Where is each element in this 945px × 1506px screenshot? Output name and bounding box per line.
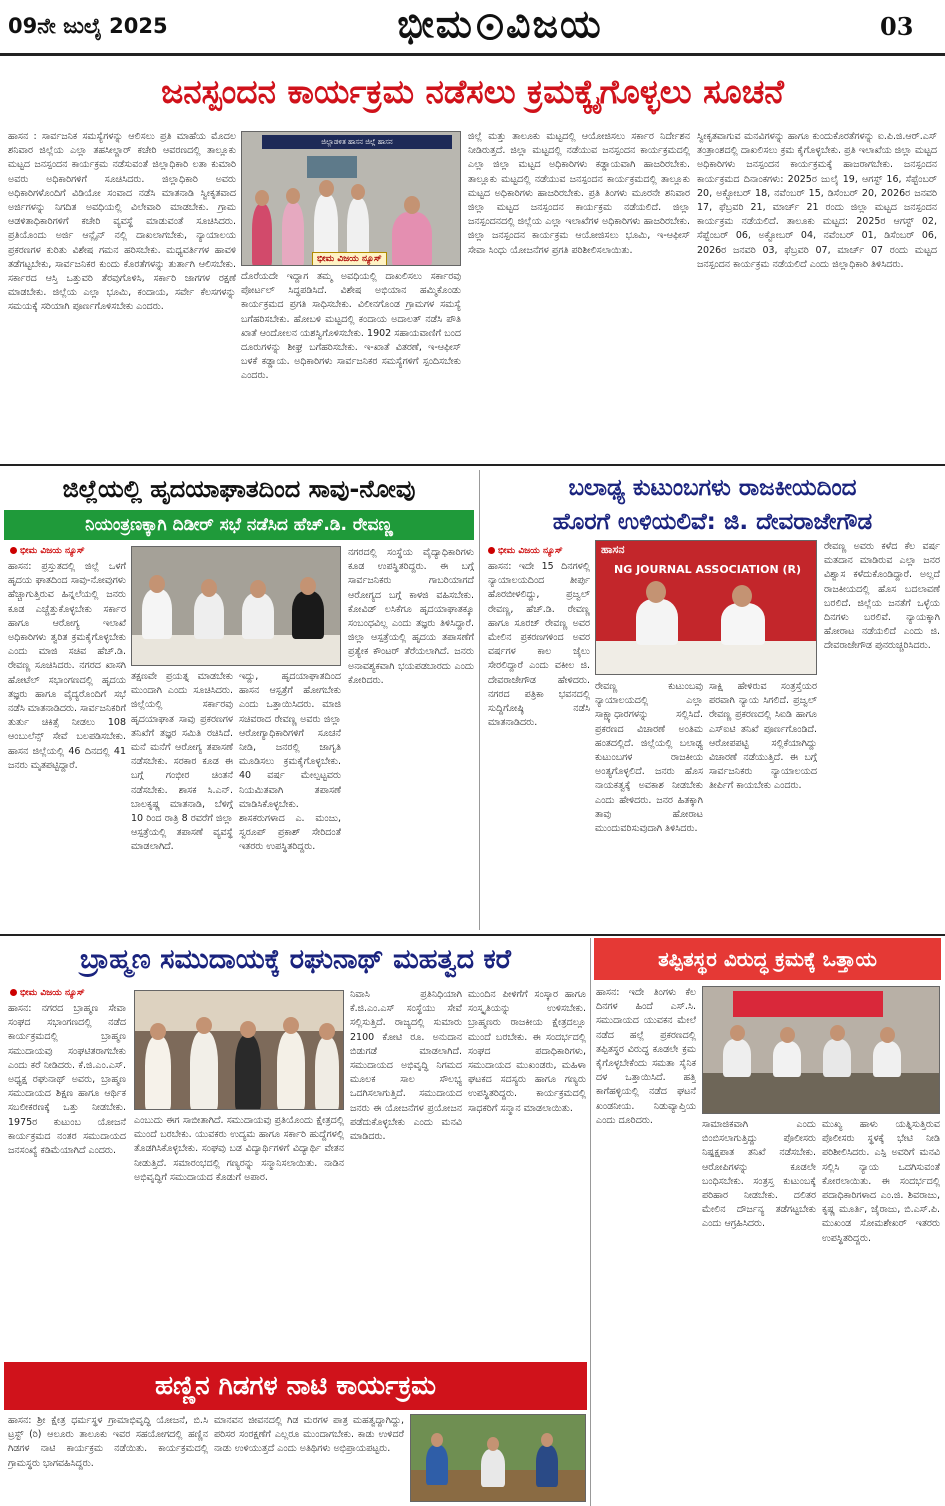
- story3-photo-banner: ಹಾಸನ: [601, 543, 625, 556]
- person-head: [404, 196, 420, 214]
- story2-subhead: ನಿಯಂತ್ರಣಕ್ಕಾಗಿ ದಿಡೀರ್ ಸಭೆ ನಡೆಸಿದ ಹೆಚ್.ಡಿ. ರೇವಣ್ಣ: [4, 510, 474, 540]
- story3-byline: [488, 546, 563, 556]
- story1-photo-banner-text: ಜಿಲ್ಲಾಡಳಿತ ಹಾಸನ ಜಿಲ್ಲೆ ಹಾಸನ: [321, 138, 393, 146]
- story3-photo-sign: NG JOURNAL ASSOCIATION (R): [614, 563, 802, 576]
- person-head: [240, 1021, 256, 1038]
- person-head: [300, 577, 316, 595]
- story2-column-1: ಹಾಸನ: ಪ್ರಸ್ತುತದಲ್ಲಿ ಜಿಲ್ಲೆ ಒಳಗೆ ಹೃದಯ ಘಾತದಿಂದ ಸಾವು-ನೋವುಗಳು ಹೆಚ್ಚಾಗುತ್ತಿರುವ ಹಿನ್ನಲೆಯಲ್ಲಿ ಜನರು ಕೂಡ ಎಚ್ಚೆತ್ತುಕೊಳ್ಳಬೇಕು ಸರ್ಕಾರ ಹಾಗೂ ಆರೋಗ್ಯ ಇಲಾಖೆ ಅಧಿಕಾರಿಗಳು ತ್ವರಿತ ಕ್ರಮಕೈಗೊಳ್ಳಬೇಕು ಎಂದು ಮಾಜಿ ಸಚಿವ ಹೆಚ್.ಡಿ. ರೇವಣ್ಣ ಸೂಚಿಸಿದರು. ನಗರದ ಖಾಸಗಿ ಹೋಟೆಲ್ ಸಭಾಂಗಣದಲ್ಲಿ ಹೃದಯ ತಜ್ಞರು ಹಾಗೂ ವೈದ್ಯರೊಂದಿಗೆ ಸಭೆ ನಡೆಸಿ ಮಾತನಾಡಿದರು. ಸಾರ್ವಜನಿಕರಿಗೆ ತುರ್ತು ಚಿಕಿತ್ಸೆ ನೀಡಲು 108 ಆಂಬುಲೆನ್ಸ್ ಸೇವೆ ಬಲಪಡಿಸಬೇಕು. ಹಾಸನ ಜಿಲ್ಲೆಯಲ್ಲಿ 46 ದಿನದಲ್ಲಿ 41 ಜನರು ಮೃತಪಟ್ಟಿದ್ದಾರೆ.: [8, 561, 126, 771]
- person: [481, 1449, 505, 1487]
- page-number: 03: [880, 12, 914, 41]
- story5-column-2: ಸಾಮಾಜಿಕವಾಗಿ ಎಂದು ಬಿಂಬಿಸಲಾಗುತ್ತಿದ್ದು ಪೊಲೀಸರು ನಿಷ್ಪಕ್ಷಪಾತ ತನಿಖೆ ನಡೆಸಬೇಕು. ಆರೋಪಿಗಳನ್ನು ಕೂಡಲೇ ಬಂಧಿಸಬೇಕು. ಸಂತ್ರಸ್ತ ಕುಟುಂಬಕ್ಕೆ ಪರಿಹಾರ ನೀಡಬೇಕು. ದಲಿತರ ಮೇಲಿನ ದೌರ್ಜನ್ಯ ತಡೆಗಟ್ಟಬೇಕು ಎಂದು ಆಗ್ರಹಿಸಿದರು.: [702, 1119, 816, 1230]
- person-head: [730, 1025, 745, 1041]
- person: [252, 204, 272, 266]
- story4-column-1: ಹಾಸನ: ನಗರದ ಬ್ರಾಹ್ಮಣ ಸೇವಾ ಸಂಘದ ಸಭಾಂಗಣದಲ್ಲಿ ನಡೆದ ಕಾರ್ಯಕ್ರಮದಲ್ಲಿ ಬ್ರಾಹ್ಮಣ ಸಮುದಾಯವು ಸಂಘಟಿತರಾಗಬೇಕು ಎಂದು ಕರೆ ನೀಡಿದರು. ಕೆ.ಜಿ.ಎಂ.ಎಸ್. ಅಧ್ಯಕ್ಷ ರಘುನಾಥ್ ಅವರು, ಬ್ರಾಹ್ಮಣ ಸಮುದಾಯದ ಶಿಕ್ಷಣ ಹಾಗೂ ಆರ್ಥಿಕ ಸಬಲೀಕರಣಕ್ಕೆ ಒತ್ತು ನೀಡಬೇಕು. 1975ರ ಕುಟುಂಬ ಯೋಜನೆ ಕಾರ್ಯಕ್ರಮದ ನಂತರ ಸಮುದಾಯದ ಜನಸಂಖ್ಯೆ ಕಡಿಮೆಯಾಗಿದೆ ಎಂದರು.: [8, 1003, 126, 1157]
- bullet-icon: [488, 547, 495, 554]
- story3-column-4: ರೇವಣ್ಣ ಅವರು ಕಳೆದ ಕೆಲ ವರ್ಷ ಮತದಾನ ಮಾಡಿರುವ ಎಲ್ಲಾ ಜನರ ವಿಶ್ವಾಸ ಕಳೆದುಕೊಂಡಿದ್ದಾರೆ. ಅಲ್ಲದೆ ರಾಜಕೀಯದಲ್ಲಿ ಹೊಸ ಬದಲಾವಣೆ ಬರಲಿದೆ. ಜಿಲ್ಲೆಯ ಜನತೆಗೆ ಒಳ್ಳೆಯ ದಿನಗಳು ಬರಲಿವೆ. ನ್ಯಾಯಕ್ಕಾಗಿ ಹೋರಾಟ ನಡೆಯಲಿದೆ ಎಂದು ಜಿ. ದೇವರಾಜೇಗೌಡ ಪುನರುಚ್ಚರಿಸಿದರು.: [824, 541, 940, 652]
- person: [194, 592, 224, 639]
- story4-headline: ಬ್ರಾಹ್ಮಣ ಸಮುದಾಯಕ್ಕೆ ರಘುನಾಥ್ ಮಹತ್ವದ ಕರೆ: [80, 944, 511, 975]
- story3-column-2: ರೇವಣ್ಣ ಕುಟುಂಬವು ನ್ಯಾಯಾಲಯದಲ್ಲಿ ಎಲ್ಲಾ ಸಾಕ್ಷ್ಯಾಧಾರಗಳನ್ನು ಸಲ್ಲಿಸಿದೆ. ಪ್ರಕರಣದ ವಿಚಾರಣೆ ಅಂತಿಮ ಹಂತದಲ್ಲಿದೆ. ಜಿಲ್ಲೆಯಲ್ಲಿ ಬಲಾಢ್ಯ ಕುಟುಂಬಗಳ ರಾಜಕೀಯ ಅಂತ್ಯಗೊಳ್ಳಲಿದೆ. ಜನರು ಹೊಸ ನಾಯಕತ್ವಕ್ಕೆ ಅವಕಾಶ ನೀಡಬೇಕು ಎಂದು ಹೇಳಿದರು. ಜನರ ಹಿತಕ್ಕಾಗಿ ತಾವು ಹೋರಾಟ ಮುಂದುವರಿಸುವುದಾಗಿ ತಿಳಿಸಿದರು.: [595, 681, 703, 835]
- story1-photo-caption: ಭೀಮ ವಿಜಯ ನ್ಯೂಸ್: [312, 252, 387, 266]
- person-head: [196, 1017, 212, 1034]
- newspaper-title-part1: ಭೀಮ: [397, 2, 474, 46]
- story3-photo: [595, 540, 817, 675]
- person-head: [149, 575, 165, 593]
- banner: [733, 991, 883, 1017]
- story5-column-3: ಮುಖ್ಯ ಹಾಳು ಯತ್ನಿಸುತ್ತಿರುವ ಪೊಲೀಸರು ಸ್ಥಳಕ್ಕೆ ಭೇಟಿ ನೀಡಿ ಪರಿಶೀಲಿಸಿದರು. ಎಸ್ಪಿ ಅವರಿಗೆ ಮನವಿ ಸಲ್ಲಿಸಿ ನ್ಯಾಯ ಒದಗಿಸುವಂತೆ ಕೋರಲಾಯಿತು. ಈ ಸಂದರ್ಭದಲ್ಲಿ ಪದಾಧಿಕಾರಿಗಳಾದ ಎಂ.ಜಿ. ಶಿವರಾಜು, ಕೃಷ್ಣ ಮೂರ್ತಿ, ಜೈರಾಜು, ಬಿ.ಎಸ್.ಪಿ. ಮುಖಂಡ ಸೋಮಶೇಖರ್ ಇತರರು ಉಪಸ್ಥಿತರಿದ್ದರು.: [822, 1119, 940, 1244]
- person: [426, 1445, 448, 1485]
- person: [277, 1031, 305, 1110]
- story6-photo: [410, 1414, 586, 1502]
- story6-column-1: ಹಾಸನ: ಶ್ರೀ ಕ್ಷೇತ್ರ ಧರ್ಮಸ್ಥಳ ಗ್ರಾಮಾಭಿವೃದ್ಧಿ ಯೋಜನೆ, ಬಿ.ಸಿ ಟ್ರಸ್ಟ್ (ರಿ) ಆಲೂರು ತಾಲೂಕು ಇವರ ಸಹಯೋಗದಲ್ಲಿ ಹಣ್ಣಿನ ಗಿಡಗಳ ನಾಟಿ ಕಾರ್ಯಕ್ರಮ ನಡೆಯಿತು. ಕಾರ್ಯಕ್ರಮದಲ್ಲಿ ಗ್ರಾಮಸ್ಥರು ಭಾಗವಹಿಸಿದ್ದರು.: [8, 1415, 208, 1469]
- story2-photo: [131, 546, 341, 666]
- person: [723, 1039, 751, 1077]
- story2-column-3: ಇದ್ದು, ಹೃದಯಾಘಾತದಿಂದ ಹಾಸನ ಆಸ್ಪತ್ರೆಗೆ ಹೋಗಬೇಕು ಎಂದು ಒತ್ತಾಯಿಸಿದರು. ಮಾಜಿ ಸಚಿವರಾದ ರೇವಣ್ಣ ಅವರು ಜಿಲ್ಲಾ ಆರೋಗ್ಯಾಧಿಕಾರಿಗಳಿಗೆ ಸೂಚನೆ ನೀಡಿ, ಜನರಲ್ಲಿ ಜಾಗೃತಿ ಮೂಡಿಸಲು ಕ್ರಮಕೈಗೊಳ್ಳಬೇಕು. 40 ವರ್ಷ ಮೇಲ್ಪಟ್ಟವರು ನಿಯಮಿತವಾಗಿ ತಪಾಸಣೆ ಮಾಡಿಸಿಕೊಳ್ಳಬೇಕು. ಶಾಸಕರುಗಳಾದ ಎ. ಮಂಜು, ಸ್ವರೂಪ್ ಪ್ರಕಾಶ್ ಸೇರಿದಂತೆ ಇತರರು ಉಪಸ್ಥಿತರಿದ್ದರು.: [239, 671, 341, 853]
- story3-byline-text: ಭೀಮ ವಿಜಯ ನ್ಯೂಸ್: [498, 546, 563, 556]
- person: [282, 202, 304, 266]
- person-head: [880, 1027, 895, 1043]
- person-head: [732, 585, 752, 607]
- newspaper-title: [360, 2, 640, 47]
- person: [145, 1036, 171, 1110]
- person-head: [830, 1025, 845, 1041]
- story6-headline: ಹಣ್ಣಿನ ಗಿಡಗಳ ನಾಟಿ ಕಾರ್ಯಕ್ರಮ: [4, 1362, 587, 1410]
- person-head: [319, 180, 334, 197]
- person-head: [255, 190, 269, 206]
- story4-column-4: ಮುಂದಿನ ಪೀಳಿಗೆಗೆ ಸಂಸ್ಕಾರ ಹಾಗೂ ಸಂಸ್ಕೃತಿಯನ್ನು ಉಳಿಸಬೇಕು. ಬ್ರಾಹ್ಮಣರು ರಾಜಕೀಯ ಕ್ಷೇತ್ರದಲ್ಲೂ ಮುಂದೆ ಬರಬೇಕು. ಈ ಸಂದರ್ಭದಲ್ಲಿ ಸಂಘದ ಪದಾಧಿಕಾರಿಗಳು, ಸಮುದಾಯದ ಮುಖಂಡರು, ಮಹಿಳಾ ಘಟಕದ ಸದಸ್ಯರು ಹಾಗೂ ಗಣ್ಯರು ಉಪಸ್ಥಿತರಿದ್ದರು. ಕಾರ್ಯಕ್ರಮದಲ್ಲಿ ಸಾಧಕರಿಗೆ ಸನ್ಮಾನ ಮಾಡಲಾಯಿತು.: [468, 989, 586, 1114]
- divider: [0, 934, 945, 936]
- person: [142, 589, 172, 639]
- person: [873, 1041, 901, 1077]
- story2-headline: ಜಿಲ್ಲೆಯಲ್ಲಿ ಹೃದಯಾಘಾತದಿಂದ ಸಾವು-ನೋವು: [62, 475, 416, 503]
- story1-column-2: ದೊರೆಯದೇ ಇದ್ದಾಗ ತಮ್ಮ ಅವಧಿಯಲ್ಲಿ ದಾಖಲಿಸಲು ಸರ್ಕಾರವು ಪೋರ್ಟಲ್ ಸಿದ್ಧಪಡಿಸಿದೆ. ವಿಶೇಷ ಅಭಿಯಾನ ಹಮ್ಮಿಕೊಂಡು ಕಾರ್ಯಕ್ರಮದ ಪ್ರಗತಿ ಸಾಧಿಸಬೇಕು. ವಿಲೀನಗೊಂಡ ಗ್ರಾಮಗಳ ಸಮಸ್ಯೆ ಬಗೆಹರಿಸಬೇಕು. ಹೋಬಳಿ ಮಟ್ಟದಲ್ಲಿ ಕಂದಾಯ ಅದಾಲತ್ ನಡೆಸಿ ಪೌತಿ ಖಾತೆ ಆಂದೋಲನ ಯಶಸ್ವಿಗೊಳಿಸಬೇಕು. 1902 ಸಹಾಯವಾಣಿಗೆ ಬಂದ ದೂರುಗಳನ್ನು ಶೀಘ್ರ ಬಗೆಹರಿಸಬೇಕು. ಇ-ಖಾತೆ ವಿತರಣೆ, ಇ-ಆಫೀಸ್ ಬಳಕೆ ಕಡ್ಡಾಯ. ಅಧಿಕಾರಿಗಳು ಸಾರ್ವಜನಿಕರ ಸಮಸ್ಯೆಗಳಿಗೆ ಸ್ಪಂದಿಸಬೇಕು ಎಂದರು.: [241, 271, 461, 382]
- person: [721, 603, 765, 645]
- person-head: [150, 1023, 166, 1040]
- story3-column-3: ಸಾಕ್ಷಿ ಹೇಳಿರುವ ಸಂತ್ರಸ್ತೆಯರ ಪರವಾಗಿ ನ್ಯಾಯ ಸಿಗಲಿದೆ. ಪ್ರಜ್ವಲ್ ರೇವಣ್ಣ ಪ್ರಕರಣದಲ್ಲಿ ಸಿಐಡಿ ಹಾಗೂ ಎಸ್ಐಟಿ ತನಿಖೆ ಪೂರ್ಣಗೊಂಡಿದೆ. ಆರೋಪಪಟ್ಟಿ ಸಲ್ಲಿಕೆಯಾಗಿದ್ದು ವಿಚಾರಣೆ ನಡೆಯುತ್ತಿದೆ. ಈ ಬಗ್ಗೆ ಸಾರ್ವಜನಿಕರು ನ್ಯಾಯಾಲಯದ ತೀರ್ಪಿಗೆ ಕಾಯಬೇಕು ಎಂದರು.: [709, 681, 817, 792]
- story2-byline: [10, 546, 85, 556]
- table: [703, 1073, 940, 1114]
- person: [636, 599, 678, 645]
- person: [190, 1031, 218, 1110]
- person: [242, 593, 274, 639]
- story2-column-2: ತಕ್ಷಣವೇ ಪ್ರಯತ್ನ ಮಾಡಬೇಕು ಮುಂದಾಗಿ ಎಂದು ಸೂಚಿಸಿದರು. ಜಿಲ್ಲೆಯಲ್ಲಿ ಸರ್ಕಾರವು ಹೃದಯಾಘಾತ ಸಾವು ಪ್ರಕರಣಗಳ ತನಿಖೆಗೆ ತಜ್ಞರ ಸಮಿತಿ ರಚಿಸಿದೆ. ಮನೆ ಮನೆಗೆ ಆರೋಗ್ಯ ತಪಾಸಣೆ ನಡೆಸಬೇಕು. ಸರಕಾರ ಕೂಡ ಈ ಬಗ್ಗೆ ಗಂಭೀರ ಚಿಂತನೆ ನಡೆಸಬೇಕು. ಶಾಸಕ ಸಿ.ಎನ್. ಬಾಲಕೃಷ್ಣ ಮಾತನಾಡಿ, ಬೆಳಿಗ್ಗೆ 10 ರಿಂದ ರಾತ್ರಿ 8 ರವರೆಗೆ ಜಿಲ್ಲಾ ಆಸ್ಪತ್ರೆಯಲ್ಲಿ ತಪಾಸಣೆ ವ್ಯವಸ್ಥೆ ಮಾಡಲಾಗಿದೆ.: [131, 671, 233, 853]
- person-head: [283, 1017, 299, 1034]
- column-divider: [479, 470, 480, 930]
- story2-column-4: ನಗರದಲ್ಲಿ ಸಂಸ್ಥೆಯ ವೈದ್ಯಾಧಿಕಾರಿಗಳು ಕೂಡ ಉಪಸ್ಥಿತರಿದ್ದರು. ಈ ಬಗ್ಗೆ ಸಾರ್ವಜನಿಕರು ಗಾಬರಿಯಾಗದೆ ಆರೋಗ್ಯದ ಬಗ್ಗೆ ಕಾಳಜಿ ವಹಿಸಬೇಕು. ಕೋವಿಡ್ ಲಸಿಕೆಗೂ ಹೃದಯಾಘಾತಕ್ಕೂ ಸಂಬಂಧವಿಲ್ಲ ಎಂದು ತಜ್ಞರು ತಿಳಿಸಿದ್ದಾರೆ. ಜಿಲ್ಲಾ ಆಸ್ಪತ್ರೆಯಲ್ಲಿ ಹೃದಯ ತಪಾಸಣೆಗೆ ಪ್ರತ್ಯೇಕ ಕೌಂಟರ್ ತೆರೆಯಲಾಗಿದೆ. ಜನರು ಅನಾವಶ್ಯಕವಾಗಿ ಭಯಪಡಬಾರದು ಎಂದು ಕೋರಿದರು.: [348, 547, 474, 686]
- person-head: [431, 1433, 443, 1447]
- person: [315, 1037, 339, 1110]
- person-head: [487, 1437, 499, 1451]
- story3-headline-line1: ಬಲಾಢ್ಯ ಕುಟುಂಬಗಳು ರಾಜಕೀಯದಿಂದ: [568, 475, 857, 501]
- wall-painting: [307, 156, 357, 178]
- masthead: [0, 0, 945, 56]
- story1-photo: [241, 131, 461, 266]
- story4-byline-text: ಭೀಮ ವಿಜಯ ನ್ಯೂಸ್: [20, 988, 85, 998]
- story4-column-3: ನಿವಾಸಿ ಪ್ರತಿನಿಧಿಯಾಗಿ ಕೆ.ಜಿ.ಎಂ.ಎಸ್ ಸಂಸ್ಥೆಯು ಸೇವೆ ಸಲ್ಲಿಸುತ್ತಿದೆ. ರಾಜ್ಯದಲ್ಲಿ ಸುಮಾರು 2100 ಕೋಟಿ ರೂ. ಅನುದಾನ ಬಿಡುಗಡೆ ಮಾಡಲಾಗಿದೆ. ಸಮುದಾಯದ ಅಭಿವೃದ್ಧಿ ನಿಗಮದ ಮೂಲಕ ಸಾಲ ಸೌಲಭ್ಯ ಒದಗಿಸಲಾಗುತ್ತಿದೆ. ಸಮುದಾಯದ ಜನರು ಈ ಯೋಜನೆಗಳ ಪ್ರಯೋಜನ ಪಡೆದುಕೊಳ್ಳಬೇಕು ಎಂದು ಮನವಿ ಮಾಡಿದರು.: [350, 989, 462, 1143]
- story6-column-2: ಮಾನವನ ಜೀವನದಲ್ಲಿ ಗಿಡ ಮರಗಳ ಪಾತ್ರ ಮಹತ್ವದ್ದಾಗಿದ್ದು, ಪರಿಸರ ಸಂರಕ್ಷಣೆಗೆ ಎಲ್ಲರೂ ಮುಂದಾಗಬೇಕು. ಕಾಡು ಉಳಿದರೆ ನಾಡು ಉಳಿಯುತ್ತದೆ ಎಂದು ಅತಿಥಿಗಳು ಅಭಿಪ್ರಾಯಪಟ್ಟರು.: [214, 1415, 404, 1455]
- person-head: [250, 580, 266, 598]
- chakra-icon: [477, 14, 503, 40]
- story3-headline-line2: ಹೊರಗೆ ಉಳಿಯಲಿವೆ: ಜಿ. ದೇವರಾಜೇಗೌಡ: [552, 509, 873, 535]
- person-head: [646, 581, 666, 603]
- story1-column-1: ಹಾಸನ : ಸಾರ್ವಜನಿಕ ಸಮಸ್ಯೆಗಳನ್ನು ಆಲಿಸಲು ಪ್ರತಿ ಮಾಹೆಯ ಮೊದಲ ಶನಿವಾರ ಜಿಲ್ಲೆಯ ಎಲ್ಲಾ ತಹಸೀಲ್ದಾರ್ ಕಚೇರಿ ಆವರಣದಲ್ಲಿ ತಾಲ್ಲೂಕು ಮಟ್ಟದ ಜನಸ್ಪಂದನ ಕಾರ್ಯಕ್ರಮ ನಡೆಸುವಂತೆ ಜಿಲ್ಲಾಧಿಕಾರಿ ಲತಾ ಕುಮಾರಿ ಅವರು ಅಧಿಕಾರಿಗಳಿಗೆ ಸೂಚಿಸಿದರು. ಜಿಲ್ಲಾಧಿಕಾರಿ ಅವರು ಅಧಿಕಾರಿಗಳೊಂದಿಗೆ ವಿಡಿಯೋ ಸಂವಾದ ನಡೆಸಿ ಮಾತನಾಡಿ ಸ್ವೀಕೃತವಾದ ಅರ್ಜಿಗಳನ್ನು ನಿಗದಿತ ಅವಧಿಯಲ್ಲಿ ವಿಲೇವಾರಿ ಮಾಡಬೇಕು. ಗ್ರಾಮ ಆಡಳಿತಾಧಿಕಾರಿಗಳಿಗೆ ಕಚೇರಿ ವ್ಯವಸ್ಥೆ ಮಾಡುವಂತೆ ಸೂಚಿಸಿದರು. ಪ್ರತಿಯೊಂದು ಅರ್ಜಿ ಆನ್ಲೈನ್ ನಲ್ಲಿ ದಾಖಲಾಗಬೇಕು, ನ್ಯಾಯಾಲಯ ಪ್ರಕರಣಗಳ ಕುರಿತು ವಿಶೇಷ ಗಮನ ಹರಿಸಬೇಕು. ಮಧ್ಯವರ್ತಿಗಳ ಹಾವಳಿ ತಡೆಗಟ್ಟಬೇಕು, ಸಾರ್ವಜನಿಕರ ಕುಂದು ಕೊರತೆಗಳನ್ನು ತುರ್ತಾಗಿ ಆಲಿಸಬೇಕು. ಸರ್ಕಾರದ ಆಸ್ತಿ ಒತ್ತುವರಿ ತೆರವುಗೊಳಿಸಿ, ಸರ್ಕಾರಿ ಜಾಗಗಳ ರಕ್ಷಣೆ ಮಾಡಬೇಕು. ಜಿಲ್ಲೆಯ ಎಲ್ಲಾ ಭೂಮಿ, ಕಂದಾಯ, ಸರ್ವೇ ಕೆಲಸಗಳನ್ನು ಸಮಯಕ್ಕೆ ಸರಿಯಾಗಿ ಪೂರ್ಣಗೊಳಿಸಬೇಕು ಎಂದರು.: [8, 131, 236, 313]
- story1-headline: ಜನಸ್ಪಂದನ ಕಾರ್ಯಕ್ರಮ ನಡೆಸಲು ಕ್ರಮಕ್ಕೈಗೊಳ್ಳಲು ಸೂಚನೆ: [161, 72, 784, 111]
- table: [596, 641, 817, 675]
- issue-date: 09ನೇ ಜುಲೈ 2025: [8, 14, 168, 38]
- column-divider: [590, 938, 591, 1506]
- person: [536, 1445, 558, 1487]
- story5-headline: ತಪ್ಪಿತಸ್ಥರ ವಿರುದ್ಧ ಕ್ರಮಕ್ಕೆ ಒತ್ತಾಯ: [594, 938, 941, 980]
- story5-column-1: ಹಾಸನ: ಇದೇ ತಿಂಗಳು ಕೆಲ ದಿನಗಳ ಹಿಂದೆ ಎಸ್.ಸಿ. ಸಮುದಾಯದ ಯುವಕನ ಮೇಲೆ ನಡೆದ ಹಲ್ಲೆ ಪ್ರಕರಣದಲ್ಲಿ ತಪ್ಪಿತಸ್ಥರ ವಿರುದ್ಧ ಕೂಡಲೇ ಕ್ರಮ ಕೈಗೊಳ್ಳಬೇಕೆಂದು ಸಮತಾ ಸೈನಿಕ ದಳ ಒತ್ತಾಯಿಸಿದೆ. ಹತ್ತಿ ಕಾಗೆಹಳ್ಳಿಯಲ್ಲಿ ನಡೆದ ಘಟನೆ ಖಂಡನೀಯ. ನಿಡುವ್ಯಾಪ್ತಿಯ ಎಂದು ದೂರಿದರು.: [596, 987, 696, 1126]
- story2-byline-text: ಭೀಮ ವಿಜಯ ನ್ಯೂಸ್: [20, 546, 85, 556]
- newspaper-title-part2: ವಿಜಯ: [505, 2, 603, 46]
- divider: [0, 464, 945, 466]
- person: [392, 212, 432, 266]
- story4-byline: [10, 988, 85, 998]
- person-head: [286, 188, 300, 204]
- bullet-icon: [10, 547, 17, 554]
- story4-photo: [134, 990, 344, 1110]
- backdrop: [135, 991, 344, 1031]
- person-head: [319, 1023, 335, 1040]
- bullet-icon: [10, 989, 17, 996]
- table: [132, 635, 341, 666]
- person: [773, 1041, 801, 1077]
- person-head: [541, 1433, 553, 1447]
- story4-column-2: ಎಂಬುದು ಈಗ ಸಾಬೀತಾಗಿದೆ. ಸಮುದಾಯವು ಪ್ರತಿಯೊಂದು ಕ್ಷೇತ್ರದಲ್ಲಿ ಮುಂದೆ ಬರಬೇಕು. ಯುವಕರು ಉದ್ಯಮ ಹಾಗೂ ಸರ್ಕಾರಿ ಹುದ್ದೆಗಳಲ್ಲಿ ತೊಡಗಿಸಿಕೊಳ್ಳಬೇಕು. ಸಂಘವು ಬಡ ವಿದ್ಯಾರ್ಥಿಗಳಿಗೆ ವಿದ್ಯಾರ್ಥಿ ವೇತನ ನೀಡುತ್ತಿದೆ. ಸಮಾರಂಭದಲ್ಲಿ ಗಣ್ಯರನ್ನು ಸನ್ಮಾನಿಸಲಾಯಿತು. ನಾಡಿನ ಅಭಿವೃದ್ಧಿಗೆ ಸಮುದಾಯದ ಕೊಡುಗೆ ಅಪಾರ.: [134, 1115, 344, 1183]
- story1-column-4: ಸ್ವೀಕೃತವಾಗುವ ಮನವಿಗಳನ್ನು ಹಾಗೂ ಕುಂದುಕೊರತೆಗಳನ್ನು ಐ.ಪಿ.ಜಿ.ಆರ್.ಎಸ್ ತಂತ್ರಾಂಶದಲ್ಲಿ ದಾಖಲಿಸಲು ಕ್ರಮ ಕೈಗೊಳ್ಳಬೇಕು. ಪ್ರತಿ ಇಲಾಖೆಯ ಜಿಲ್ಲಾ ಮಟ್ಟದ ಅಧಿಕಾರಿಗಳು ಜನಸ್ಪಂದನ ಕಾರ್ಯಕ್ರಮಕ್ಕೆ ಹಾಜರಾಗಬೇಕು. ಜನಸ್ಪಂದನ ಕಾರ್ಯಕ್ರಮದ ದಿನಾಂಕಗಳು: 2025ರ ಜುಲೈ 19, ಆಗಸ್ಟ್ 16, ಸೆಪ್ಟೆಂಬರ್ 20, ಅಕ್ಟೋಬರ್ 18, ನವೆಂಬರ್ 15, ಡಿಸೆಂಬರ್ 20, 2026ರ ಜನವರಿ 17, ಫೆಬ್ರವರಿ 21, ಮಾರ್ಚ್ 21 ರಂದು ಜಿಲ್ಲಾ ಮಟ್ಟದ ಜನಸ್ಪಂದನ ಕಾರ್ಯಕ್ರಮ ನಡೆಯಲಿದೆ. ತಾಲೂಕು ಮಟ್ಟದ: 2025ರ ಆಗಸ್ಟ್ 02, ಸೆಪ್ಟೆಂಬರ್ 06, ಅಕ್ಟೋಬರ್ 04, ನವೆಂಬರ್ 01, ಡಿಸೆಂಬರ್ 06, 2026ರ ಜನವರಿ 03, ಫೆಬ್ರವರಿ 07, ಮಾರ್ಚ್ 07 ರಂದು ಮಟ್ಟದ ಜನಸ್ಪಂದನ ಕಾರ್ಯಕ್ರಮ ನಡೆಯಲಿದೆ ಎಂದು ಜಿಲ್ಲಾಧಿಕಾರಿ ತಿಳಿಸಿದರು.: [697, 131, 937, 270]
- story1-photo-banner: [262, 135, 452, 149]
- person: [823, 1039, 851, 1077]
- story1-column-3: ಜಿಲ್ಲೆ ಮತ್ತು ತಾಲೂಕು ಮಟ್ಟದಲ್ಲಿ ಆಯೋಜಿಸಲು ಸರ್ಕಾರ ನಿರ್ದೇಶನ ನೀಡಿರುತ್ತದೆ. ಜಿಲ್ಲಾ ಮಟ್ಟದಲ್ಲಿ ನಡೆಯುವ ಜನಸ್ಪಂದನ ಕಾರ್ಯಕ್ರಮದಲ್ಲಿ ಎಲ್ಲಾ ಜಿಲ್ಲಾ ಮಟ್ಟದ ಅಧಿಕಾರಿಗಳು ಕಡ್ಡಾಯವಾಗಿ ಹಾಜರಿರಬೇಕು. ತಾಲ್ಲೂಕು ಮಟ್ಟದಲ್ಲಿ ನಡೆಯುವ ಜನಸ್ಪಂದನ ಕಾರ್ಯಕ್ರಮದಲ್ಲಿ ತಾಲ್ಲೂಕು ಮಟ್ಟದ ಅಧಿಕಾರಿಗಳು ಹಾಜರಿರಬೇಕು. ಪ್ರತಿ ತಿಂಗಳು ಮೂರನೇ ಶನಿವಾರ ಜಿಲ್ಲಾ ಮಟ್ಟದ ಜನಸ್ಪಂದನ ಕಾರ್ಯಕ್ರಮ ನಡೆಯಲಿದೆ. ಜಿಲ್ಲಾ ಜನಸ್ಪಂದನದಲ್ಲಿ ಜಿಲ್ಲೆಯ ಎಲ್ಲಾ ಇಲಾಖೆಗಳ ಅಧಿಕಾರಿಗಳು ಹಾಜರಿರಬೇಕು. ಜಿಲ್ಲಾ ಜನಸ್ಪಂದನ ಕಾರ್ಯಕ್ರಮ ಆಯೋಜಿಸಲು ಭೂಮಿ, ಇ-ಆಫೀಸ್ ಸೇವಾ ಸಿಂಧು ಯೋಜನೆಗಳ ಪ್ರಗತಿ ಪರಿಶೀಲಿಸಲಾಯಿತು.: [468, 131, 690, 256]
- story5-photo: [702, 986, 940, 1114]
- person-head: [201, 579, 217, 597]
- person-head: [780, 1027, 795, 1043]
- person-head: [351, 184, 365, 200]
- person: [292, 591, 324, 639]
- story3-column-1: ಹಾಸನ: ಇದೇ 15 ದಿನಗಳಲ್ಲಿ ನ್ಯಾಯಾಲಯದಿಂದ ತೀರ್ಪು ಹೊರಬೀಳಲಿದ್ದು, ಪ್ರಜ್ವಲ್ ರೇವಣ್ಣ, ಹೆಚ್.ಡಿ. ರೇವಣ್ಣ ಹಾಗೂ ಸೂರಜ್ ರೇವಣ್ಣ ಅವರ ಮೇಲಿನ ಪ್ರಕರಣಗಳಿಂದ ಅವರ ವರ್ಷಗಳ ಕಾಲ ಜೈಲು ಸೇರಲಿದ್ದಾರೆ ಎಂದು ವಕೀಲ ಜಿ. ದೇವರಾಜೇಗೌಡ ಹೇಳಿದರು. ನಗರದ ಪತ್ರಿಕಾ ಭವನದಲ್ಲಿ ಸುದ್ದಿಗೋಷ್ಠಿ ನಡೆಸಿ ಮಾತನಾಡಿದರು.: [488, 561, 590, 729]
- person: [235, 1035, 261, 1110]
